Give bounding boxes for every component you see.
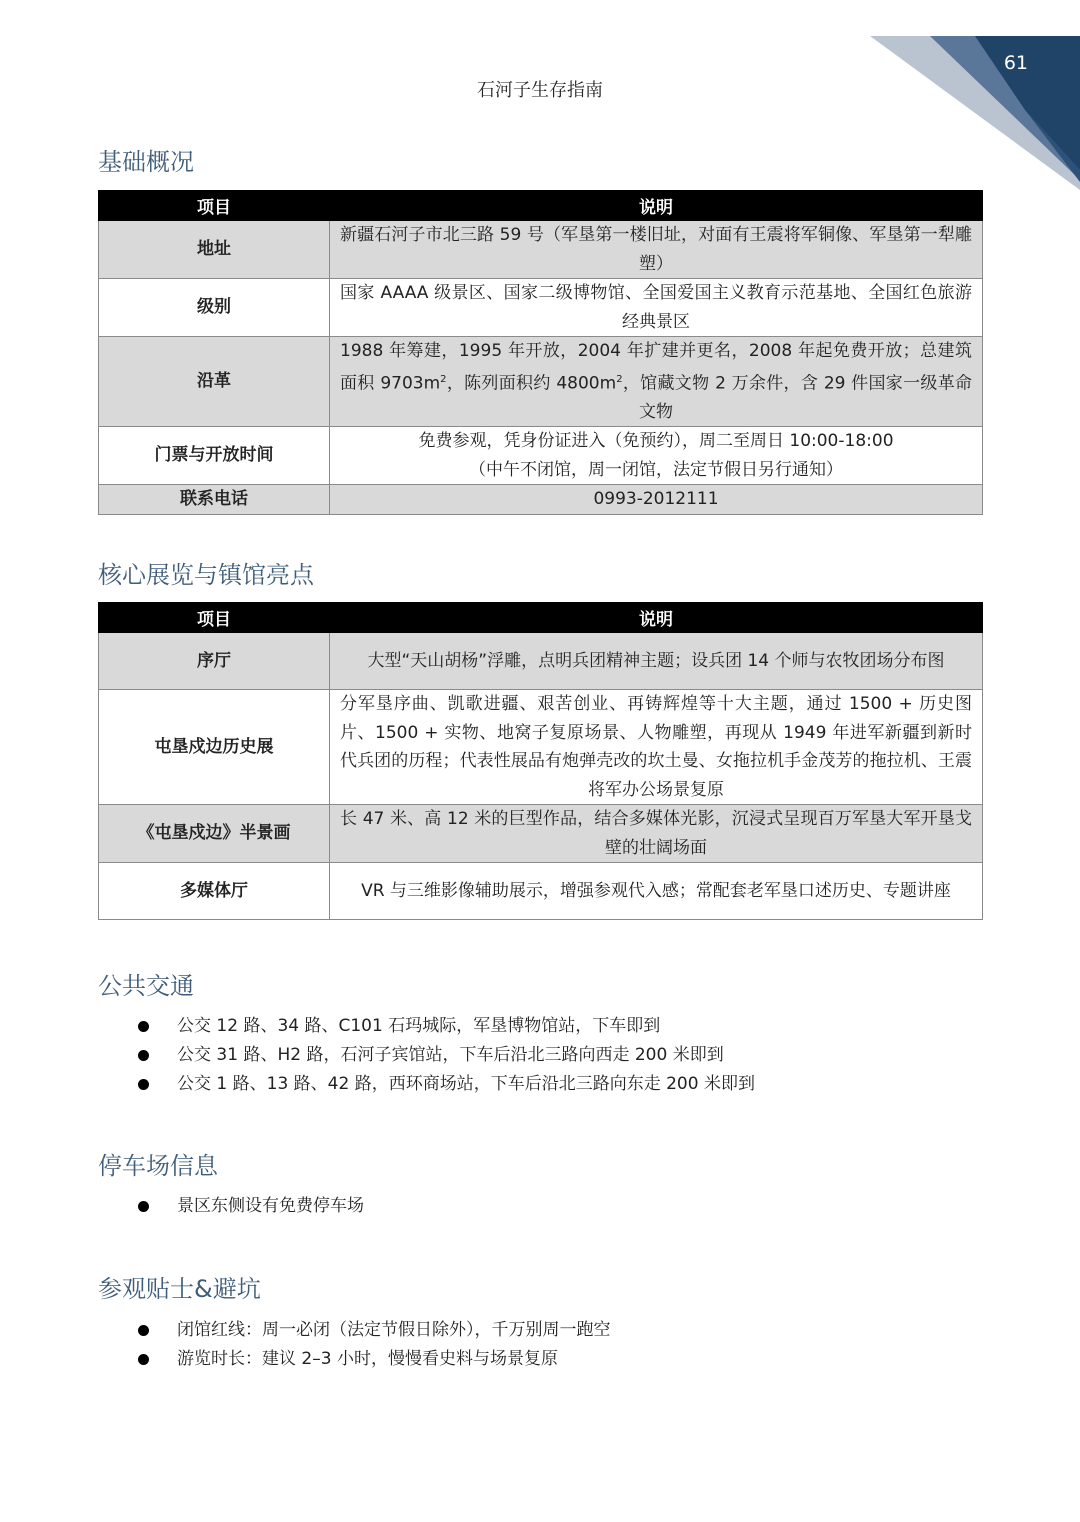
table-row xyxy=(99,863,983,920)
bullet-icon xyxy=(138,1201,149,1212)
row-key: 地址 xyxy=(99,221,330,279)
row-value xyxy=(330,427,983,485)
row-value: 新疆石河子市北三路 59 号（军垦第一楼旧址，对面有王震将军铜像、军垦第一犁雕塑） xyxy=(330,221,983,279)
table-row xyxy=(99,221,983,279)
document-header-title: 石河子生存指南 xyxy=(477,80,603,101)
list-item xyxy=(136,1345,611,1374)
exhibits-table xyxy=(98,602,983,920)
bullet-icon xyxy=(138,1050,149,1061)
table-row xyxy=(99,427,983,485)
value-line: （中午不闭馆，周一闭馆，法定节假日另行通知） xyxy=(469,459,843,480)
section-title-transit: 公共交通 xyxy=(98,972,194,1000)
superscript: 2 xyxy=(440,373,447,385)
row-value: 国家 AAAA 级景区、国家二级博物馆、全国爱国主义教育示范基地、全国红色旅游经典景区 xyxy=(330,279,983,337)
table-row xyxy=(99,337,983,427)
row-key: 联系电话 xyxy=(99,485,330,515)
list-item xyxy=(136,1192,364,1221)
table-row xyxy=(99,485,983,515)
list-item-text: 公交 31 路、H2 路，石河子宾馆站，下车后沿北三路向西走 200 米即到 xyxy=(177,1045,724,1065)
list-item-text: 游览时长：建议 2–3 小时，慢慢看史料与场景复原 xyxy=(177,1349,558,1369)
table-row xyxy=(99,690,983,805)
row-value: VR 与三维影像辅助展示，增强参观代入感；常配套老军垦口述历史、专题讲座 xyxy=(330,863,983,920)
row-key: 多媒体厅 xyxy=(99,863,330,920)
bullet-icon xyxy=(138,1021,149,1032)
row-key: 沿革 xyxy=(99,337,330,427)
bullet-icon xyxy=(138,1079,149,1090)
row-value xyxy=(330,337,983,427)
page-number: 61 xyxy=(1003,52,1028,74)
table-header-item: 项目 xyxy=(99,603,330,633)
list-item xyxy=(136,1316,611,1345)
row-key: 屯垦戍边历史展 xyxy=(99,690,330,805)
basics-table xyxy=(98,190,983,515)
transit-list xyxy=(136,1012,755,1099)
row-key: 级别 xyxy=(99,279,330,337)
row-value: 分军垦序曲、凯歌进疆、艰苦创业、再铸辉煌等十大主题，通过 1500 + 历史图片、1500 + 实物、地窝子复原场景、人物雕塑，再现从 1949 年进军新疆到新时代兵团的历程；代表性展品有炮弹壳改的坎土曼、女拖拉机手金茂芳的拖拉机、王震将军办公场景复原 xyxy=(330,690,983,805)
table-header-desc: 说明 xyxy=(330,191,983,221)
superscript: 2 xyxy=(616,373,623,385)
table-header-item: 项目 xyxy=(99,191,330,221)
value-line: 免费参观，凭身份证进入（免预约），周二至周日 10:00-18:00 xyxy=(418,431,894,452)
list-item-text: 景区东侧设有免费停车场 xyxy=(177,1196,364,1216)
section-title-basics: 基础概况 xyxy=(98,148,194,176)
row-value: 长 47 米、高 12 米的巨型作品，结合多媒体光影，沉浸式呈现百万军垦大军开垦戈壁的壮阔场面 xyxy=(330,805,983,863)
row-value: 大型“天山胡杨”浮雕，点明兵团精神主题；设兵团 14 个师与农牧团场分布图 xyxy=(330,633,983,690)
row-key: 序厅 xyxy=(99,633,330,690)
row-value-phone: 0993-2012111 xyxy=(330,485,983,515)
history-text-b: ，陈列面积约 4800m xyxy=(446,373,617,394)
table-row xyxy=(99,279,983,337)
parking-list xyxy=(136,1192,364,1221)
bullet-icon xyxy=(138,1325,149,1336)
table-header-desc: 说明 xyxy=(330,603,983,633)
section-title-exhibits: 核心展览与镇馆亮点 xyxy=(98,561,314,589)
tips-list xyxy=(136,1316,611,1374)
bullet-icon xyxy=(138,1354,149,1365)
list-item-text: 公交 1 路、13 路、42 路，西环商场站，下车后沿北三路向东走 200 米即到 xyxy=(177,1074,755,1094)
table-row xyxy=(99,805,983,863)
row-key: 《屯垦戍边》半景画 xyxy=(99,805,330,863)
list-item xyxy=(136,1041,755,1070)
section-title-tips: 参观贴士&避坑 xyxy=(98,1275,261,1303)
table-row xyxy=(99,633,983,690)
list-item-text: 公交 12 路、34 路、C101 石玛城际，军垦博物馆站，下车即到 xyxy=(177,1016,661,1036)
history-text-a: 1988 年筹建，1995 年开放，2004 年扩建并更名，2008 年起免费开放；总建筑面积 9703m xyxy=(340,341,972,394)
list-item-text: 闭馆红线：周一必闭（法定节假日除外），千万别周一跑空 xyxy=(177,1320,611,1340)
list-item xyxy=(136,1070,755,1099)
section-title-parking: 停车场信息 xyxy=(98,1152,218,1180)
row-key: 门票与开放时间 xyxy=(99,427,330,485)
list-item xyxy=(136,1012,755,1041)
history-text-c: ，馆藏文物 2 万余件，含 29 件国家一级革命文物 xyxy=(622,373,973,422)
